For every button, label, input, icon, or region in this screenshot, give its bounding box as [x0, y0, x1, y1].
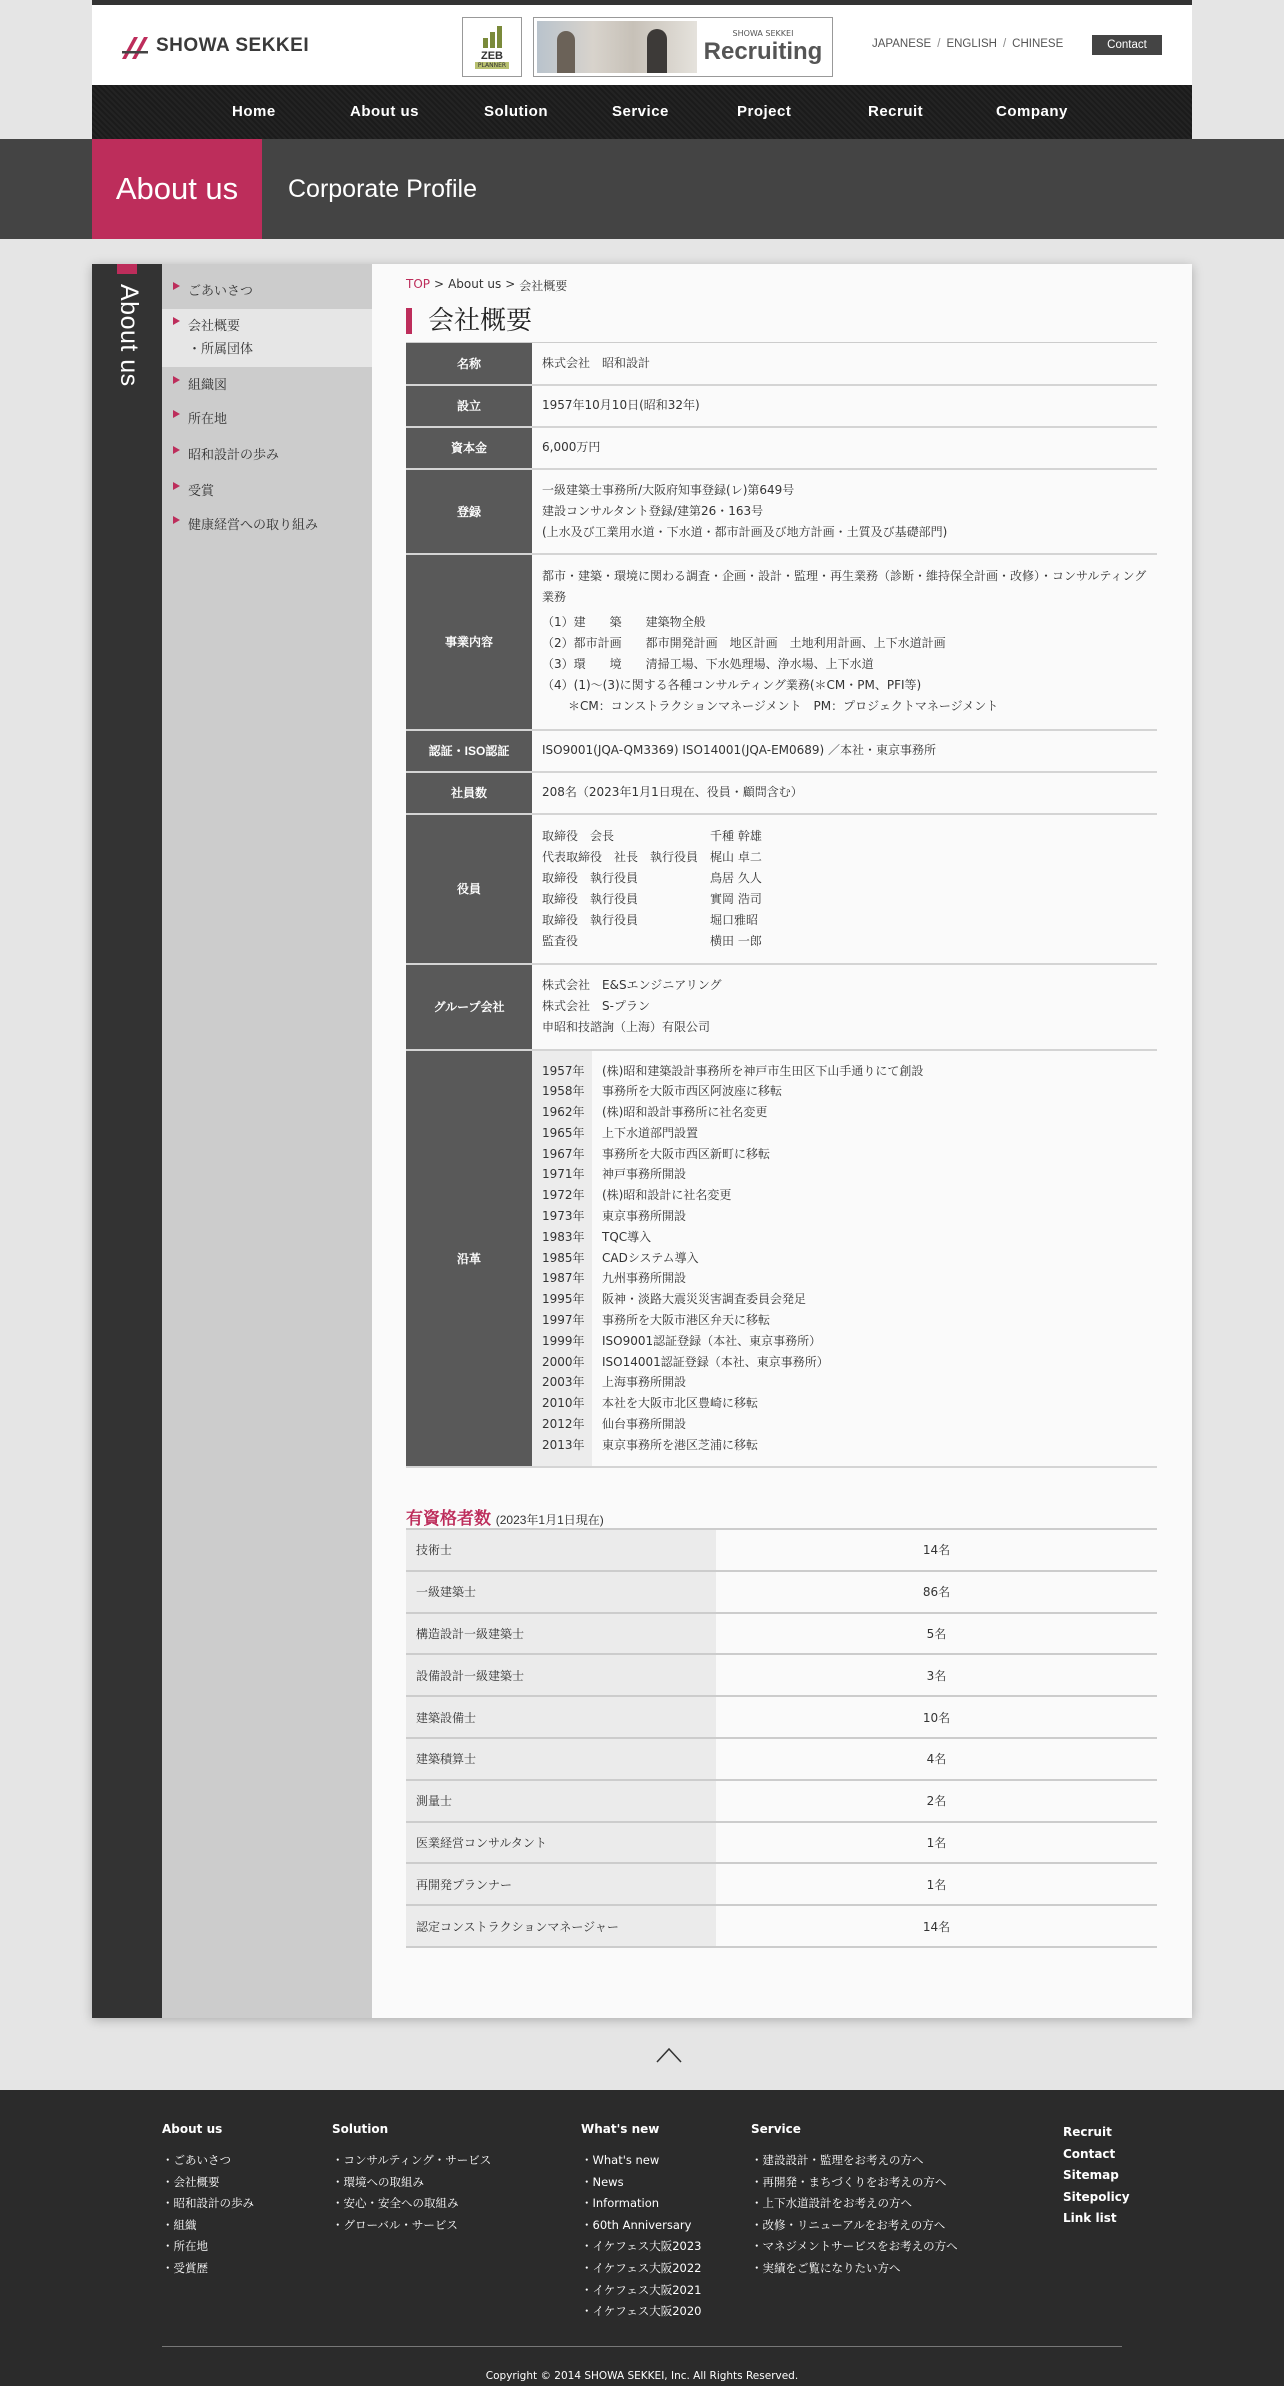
- history-year: 1962年: [532, 1102, 592, 1123]
- officer-row: [542, 931, 1147, 952]
- breadcrumb-about-link[interactable]: About us: [448, 277, 502, 291]
- history-event: 上下水道部門設置: [592, 1123, 1157, 1144]
- table-row: [406, 814, 1157, 964]
- footer-link[interactable]: ・昭和設計の歩み: [162, 2196, 254, 2211]
- table-row: [406, 385, 1157, 427]
- history-event: 事務所を大阪市西区阿波座に移転: [592, 1081, 1157, 1102]
- established-date: 1957年10月10日(昭和32年): [532, 385, 1157, 427]
- breadcrumb-current: 会社概要: [519, 279, 568, 293]
- history-year: 1957年: [532, 1061, 592, 1082]
- officer-title: 取締役 執行役員: [542, 870, 639, 885]
- logo-mark-icon: [120, 31, 150, 61]
- row-header: 登録: [406, 469, 532, 554]
- capital-value: 6,000万円: [532, 427, 1157, 469]
- history-year: 1971年: [532, 1164, 592, 1185]
- history-year: 2003年: [532, 1372, 592, 1393]
- footer-link[interactable]: Sitepolicy: [1063, 2189, 1130, 2204]
- zeb-bars-icon: [483, 26, 502, 48]
- footer-link[interactable]: Link list: [1063, 2211, 1117, 2226]
- qualification-row: [406, 1696, 1157, 1738]
- sidebar-item-location[interactable]: [162, 408, 372, 427]
- business-line: （4）(1)～(3)に関する各種コンサルティング業務(＊CM・PM、PFI等): [542, 678, 922, 692]
- officer-title: 取締役 執行役員: [542, 912, 639, 927]
- footer-divider: [162, 2346, 1122, 2347]
- vertical-bar-accent: [117, 264, 137, 274]
- sidebar-item-label: 所在地: [188, 412, 228, 427]
- qualification-name: 再開発プランナー: [406, 1863, 716, 1905]
- footer-link[interactable]: ・コンサルティング・サービス: [332, 2153, 492, 2167]
- qualification-name: 測量士: [406, 1780, 716, 1822]
- sidebar-item-label: 受賞: [188, 484, 215, 499]
- history-row: [532, 1227, 1157, 1248]
- recruiting-photo: [537, 21, 697, 73]
- lang-japanese-link[interactable]: JAPANESE: [872, 38, 932, 50]
- qualification-count: 10名: [716, 1696, 1157, 1738]
- officer-name: 鳥居 久人: [710, 870, 762, 885]
- logo-text: SHOWA SEKKEI: [156, 35, 310, 56]
- qualifications-title: [406, 1504, 604, 1529]
- back-to-top-button[interactable]: [654, 2045, 684, 2065]
- breadcrumb-separator: >: [505, 277, 516, 291]
- arrow-right-icon: [173, 317, 180, 325]
- copyright: Copyright © 2014 SHOWA SEKKEI, Inc. All Rights Reserved.: [485, 2370, 799, 2382]
- staff-count: 208名（2023年1月1日現在、役員・顧問含む）: [532, 772, 1157, 814]
- footer-link[interactable]: ・会社概要: [162, 2174, 220, 2189]
- officer-row: [542, 868, 1147, 889]
- page-hero: [0, 139, 1284, 239]
- history-row: [532, 1164, 1157, 1185]
- row-header: 役員: [406, 814, 532, 964]
- qualification-count: 3名: [716, 1654, 1157, 1696]
- row-header: 資本金: [406, 427, 532, 469]
- officer-name: 實岡 浩司: [710, 891, 762, 906]
- history-year: 1995年: [532, 1289, 592, 1310]
- sidebar-item-greeting[interactable]: [162, 280, 372, 299]
- sidebar-item-label: 健康経営への取り組み: [188, 518, 319, 533]
- contact-button[interactable]: Contact: [1092, 35, 1162, 55]
- business-intro: 都市・建築・環境に関わる調査・企画・設計・監理・再生業務（診断・維持保全計画・改修）・コンサルティング業務: [542, 569, 1147, 604]
- row-header: 社員数: [406, 772, 532, 814]
- page-title: 会社概要: [406, 308, 532, 334]
- officer-title: 代表取締役 社長 執行役員: [542, 849, 699, 864]
- officer-row: [542, 910, 1147, 931]
- business-cell: [532, 554, 1157, 730]
- history-row: [532, 1372, 1157, 1393]
- footer-link[interactable]: ・Information: [581, 2196, 660, 2211]
- footer-col-solution: [332, 2122, 491, 2236]
- officer-row: [542, 847, 1147, 868]
- table-row: [406, 554, 1157, 730]
- footer-link[interactable]: ・安心・安全への取組み: [332, 2196, 459, 2211]
- history-event: (株)昭和建築設計事務所を神戸市生田区下山手通りにて創設: [592, 1061, 1157, 1082]
- history-row: [532, 1310, 1157, 1331]
- history-event: ISO9001認証登録（本社、東京事務所）: [592, 1331, 1157, 1352]
- footer-link[interactable]: Sitemap: [1063, 2168, 1119, 2183]
- history-year: 1958年: [532, 1081, 592, 1102]
- history-event: 神戸事務所開設: [592, 1164, 1157, 1185]
- footer-link[interactable]: ・イケフェス大阪2022: [581, 2260, 702, 2275]
- iso-value: ISO9001(JQA-QM3369) ISO14001(JQA-EM0689) ／本社・東京事務所: [532, 730, 1157, 772]
- history-event: CADシステム導入: [592, 1248, 1157, 1269]
- breadcrumb-separator: >: [434, 277, 445, 291]
- history-year: 2010年: [532, 1393, 592, 1414]
- qualifications-table: [406, 1528, 1157, 1948]
- vertical-section-label: About us: [115, 284, 143, 387]
- history-row: [532, 1102, 1157, 1123]
- arrow-right-icon: [173, 482, 180, 490]
- footer-link[interactable]: ・実績をご覧になりたい方へ: [751, 2260, 901, 2275]
- footer-link[interactable]: Contact: [1063, 2146, 1116, 2161]
- group-company: 申昭和技諮詢（上海）有限公司: [542, 1020, 711, 1034]
- vertical-section-bar: [92, 264, 162, 2018]
- history-event: (株)昭和設計事務所に社名変更: [592, 1102, 1157, 1123]
- history-row: [532, 1144, 1157, 1165]
- sidebar: [162, 264, 372, 2018]
- footer-heading[interactable]: About us: [162, 2122, 223, 2136]
- business-note: ＊CM：コンストラクションマネージメント PM：プロジェクトマネージメント: [568, 699, 999, 713]
- qualification-row: [406, 1905, 1157, 1947]
- qualification-row: [406, 1571, 1157, 1613]
- recruiting-company: SHOWA SEKKEI: [732, 28, 794, 38]
- qualification-row: [406, 1654, 1157, 1696]
- table-row: [406, 343, 1157, 385]
- qualification-row: [406, 1863, 1157, 1905]
- arrow-right-icon: [173, 410, 180, 418]
- sidebar-subitem-organizations[interactable]: ・所属団体: [188, 342, 254, 357]
- history-row: [532, 1268, 1157, 1289]
- qualification-count: 1名: [716, 1822, 1157, 1864]
- history-event: 本社を大阪市北区豊崎に移転: [592, 1393, 1157, 1414]
- qualification-count: 5名: [716, 1613, 1157, 1655]
- lang-separator: /: [937, 38, 941, 50]
- qualification-count: 86名: [716, 1571, 1157, 1613]
- footer-link[interactable]: ・ごあいさつ: [162, 2153, 231, 2167]
- history-row: [532, 1248, 1157, 1269]
- breadcrumb-top-link[interactable]: TOP: [406, 277, 431, 291]
- history-event: 東京事務所開設: [592, 1206, 1157, 1227]
- history-event: 仙台事務所開設: [592, 1414, 1157, 1435]
- history-event: 上海事務所開設: [592, 1372, 1157, 1393]
- officer-title: 取締役 会長: [542, 828, 615, 843]
- history-table: [532, 1051, 1157, 1466]
- sidebar-item-company-overview[interactable]: [162, 309, 372, 367]
- qualification-name: 医業経営コンサルタント: [406, 1822, 716, 1864]
- history-event: 東京事務所を港区芝浦に移転: [592, 1435, 1157, 1456]
- qualification-row: [406, 1738, 1157, 1780]
- footer-link[interactable]: ・イケフェス大阪2023: [581, 2239, 702, 2254]
- footer-link[interactable]: ・建設設計・監理をお考えの方へ: [751, 2153, 924, 2167]
- officer-row: [542, 889, 1147, 910]
- officer-title: 取締役 執行役員: [542, 891, 639, 906]
- history-row: [532, 1061, 1157, 1082]
- language-switcher: [872, 38, 1063, 50]
- footer-link[interactable]: ・組織: [162, 2217, 197, 2232]
- arrow-right-icon: [173, 446, 180, 454]
- qualification-name: 技術士: [406, 1529, 716, 1571]
- sidebar-item-history[interactable]: [162, 444, 372, 463]
- qualification-name: 構造設計一級建築士: [406, 1613, 716, 1655]
- hero-title: About us: [92, 139, 262, 239]
- history-year: 1967年: [532, 1144, 592, 1165]
- content-container: [92, 264, 1192, 2018]
- history-event: 阪神・淡路大震災災害調査委員会発足: [592, 1289, 1157, 1310]
- profile-table: [406, 342, 1157, 1468]
- group-company: 株式会社 S-プラン: [542, 999, 650, 1013]
- history-year: 1965年: [532, 1123, 592, 1144]
- history-year: 1973年: [532, 1206, 592, 1227]
- history-event: 事務所を大阪市港区弁天に移転: [592, 1310, 1157, 1331]
- qualification-row: [406, 1822, 1157, 1864]
- qualification-row: [406, 1529, 1157, 1571]
- history-row: [532, 1435, 1157, 1456]
- history-row: [532, 1414, 1157, 1435]
- sidebar-item-label: 昭和設計の歩み: [188, 448, 280, 463]
- footer-link[interactable]: ・改修・リニューアルをお考えの方へ: [751, 2217, 946, 2232]
- qualification-row: [406, 1613, 1157, 1655]
- main-content: [372, 264, 1192, 2018]
- chevron-up-icon: [654, 2045, 684, 2065]
- hero-subtitle: Corporate Profile: [288, 175, 477, 203]
- qualification-row: [406, 1780, 1157, 1822]
- history-year: 1972年: [532, 1185, 592, 1206]
- history-row: [532, 1185, 1157, 1206]
- sidebar-item-awards[interactable]: [162, 480, 372, 499]
- footer-link[interactable]: ・所在地: [162, 2239, 208, 2254]
- history-event: 九州事務所開設: [592, 1268, 1157, 1289]
- arrow-right-icon: [173, 376, 180, 384]
- officer-title: 監査役: [542, 933, 579, 948]
- row-header: 事業内容: [406, 554, 532, 730]
- footer-link[interactable]: ・イケフェス大阪2021: [581, 2282, 702, 2297]
- history-event: 事務所を大阪市西区新町に移転: [592, 1144, 1157, 1165]
- footer-heading[interactable]: Service: [751, 2122, 801, 2136]
- sidebar-item-label: 組織図: [188, 378, 228, 393]
- qualification-count: 1名: [716, 1863, 1157, 1905]
- footer-col-about: [162, 2122, 254, 2280]
- nav-about[interactable]: About us: [350, 103, 419, 120]
- history-row: [532, 1123, 1157, 1144]
- history-row: [532, 1081, 1157, 1102]
- history-year: 2012年: [532, 1414, 592, 1435]
- history-event: TQC導入: [592, 1227, 1157, 1248]
- officer-row: [542, 826, 1147, 847]
- footer-heading[interactable]: Solution: [332, 2122, 389, 2136]
- history-year: 1987年: [532, 1268, 592, 1289]
- footer-link[interactable]: ・News: [581, 2174, 624, 2189]
- footer-link[interactable]: ・再開発・まちづくりをお考えの方へ: [751, 2174, 947, 2189]
- officer-name: 梶山 卓二: [710, 849, 762, 864]
- site-logo[interactable]: [120, 31, 309, 61]
- history-row: [532, 1393, 1157, 1414]
- qualifications-heading: 有資格者数: [406, 1509, 491, 1528]
- table-row: [406, 964, 1157, 1050]
- footer-link[interactable]: ・上下水道設計をお考えの方へ: [751, 2196, 912, 2211]
- footer-col-service: [751, 2122, 958, 2280]
- history-cell: [532, 1050, 1157, 1467]
- registration-line: 建設コンサルタント登録/建第26・163号: [542, 503, 764, 518]
- header: [92, 0, 1192, 85]
- history-year: 1983年: [532, 1227, 592, 1248]
- group-company: 株式会社 E&Sエンジニアリング: [542, 978, 722, 992]
- footer-link[interactable]: ・イケフェス大阪2020: [581, 2304, 702, 2319]
- zeb-planner-banner[interactable]: [462, 17, 522, 77]
- footer-col-misc: [1063, 2122, 1130, 2230]
- qualifications-note: (2023年1月1日現在): [495, 1513, 604, 1527]
- row-header: グループ会社: [406, 964, 532, 1050]
- table-row: [406, 730, 1157, 772]
- nav-company[interactable]: Company: [996, 103, 1068, 120]
- qualification-name: 建築設備士: [406, 1696, 716, 1738]
- business-line: （1）建 築 建築物全般: [542, 615, 706, 629]
- qualification-count: 2名: [716, 1780, 1157, 1822]
- row-header: 設立: [406, 385, 532, 427]
- footer-link[interactable]: ・What's new: [581, 2153, 660, 2167]
- table-row: [406, 1050, 1157, 1467]
- history-row: [532, 1331, 1157, 1352]
- registration-line: (上水及び工業用水道・下水道・都市計画及び地方計画・土質及び基礎部門): [542, 524, 948, 539]
- history-year: 1985年: [532, 1248, 592, 1269]
- history-row: [532, 1352, 1157, 1373]
- table-row: [406, 772, 1157, 814]
- table-row: [406, 469, 1157, 554]
- footer-link[interactable]: ・受賞歴: [162, 2260, 208, 2275]
- qualification-name: 設備設計一級建築士: [406, 1654, 716, 1696]
- lang-english-link[interactable]: ENGLISH: [946, 38, 997, 50]
- history-row: [532, 1289, 1157, 1310]
- qualification-count: 4名: [716, 1738, 1157, 1780]
- officer-name: 堀口雅昭: [710, 912, 759, 927]
- business-line: （3）環 境 清掃工場、下水処理場、浄水場、上下水道: [542, 657, 874, 671]
- history-event: ISO14001認証登録（本社、東京事務所）: [592, 1352, 1157, 1373]
- main-nav: [92, 85, 1192, 139]
- history-row: [532, 1206, 1157, 1227]
- registration-cell: [532, 469, 1157, 554]
- business-line: （2）都市計画 都市開発計画 地区計画 土地利用計画、上下水道計画: [542, 636, 946, 650]
- nav-project[interactable]: Project: [737, 103, 792, 120]
- sidebar-item-label: ごあいさつ: [188, 284, 254, 299]
- history-year: 2000年: [532, 1352, 592, 1373]
- qualification-name: 認定コンストラクションマネージャー: [406, 1905, 716, 1947]
- nav-solution[interactable]: Solution: [484, 103, 548, 120]
- officer-name: 千種 幹雄: [710, 828, 762, 843]
- footer-col-news: [581, 2122, 701, 2323]
- footer-link[interactable]: ・グローバル・サービス: [332, 2217, 458, 2232]
- arrow-right-icon: [173, 282, 180, 290]
- row-header: 認証・ISO認証: [406, 730, 532, 772]
- table-row: [406, 427, 1157, 469]
- sidebar-item-label: 会社概要: [188, 319, 241, 334]
- registration-line: 一級建築士事務所/大阪府知事登録(レ)第649号: [542, 482, 795, 497]
- row-header: 沿革: [406, 1050, 532, 1467]
- breadcrumb: [406, 277, 567, 294]
- officers-cell: [532, 814, 1157, 964]
- zeb-title: ZEB: [481, 49, 503, 62]
- footer-link[interactable]: ・環境への取組み: [332, 2174, 424, 2189]
- nav-service[interactable]: Service: [612, 103, 669, 120]
- sidebar-item-org-chart[interactable]: [162, 374, 372, 393]
- group-cell: [532, 964, 1157, 1050]
- nav-home[interactable]: Home: [232, 103, 276, 120]
- footer-link[interactable]: ・60th Anniversary: [581, 2217, 692, 2232]
- footer-link[interactable]: Recruit: [1063, 2125, 1112, 2139]
- history-year: 1999年: [532, 1331, 592, 1352]
- officer-name: 横田 一郎: [710, 933, 762, 948]
- sidebar-item-health-management[interactable]: [162, 514, 372, 533]
- company-name: 株式会社 昭和設計: [532, 343, 1157, 385]
- site-footer: [0, 2090, 1284, 2386]
- qualification-name: 建築積算士: [406, 1738, 716, 1780]
- nav-recruit[interactable]: Recruit: [868, 103, 924, 120]
- recruiting-banner[interactable]: [533, 17, 833, 77]
- history-year: 1997年: [532, 1310, 592, 1331]
- lang-separator: /: [1002, 38, 1007, 50]
- recruiting-label: Recruiting: [703, 37, 823, 65]
- row-header: 名称: [406, 343, 532, 385]
- qualification-count: 14名: [716, 1905, 1157, 1947]
- zeb-subtitle: PLANNER: [475, 62, 509, 69]
- lang-chinese-link[interactable]: CHINESE: [1012, 38, 1064, 50]
- footer-link[interactable]: ・マネジメントサービスをお考えの方へ: [751, 2239, 958, 2254]
- qualification-count: 14名: [716, 1529, 1157, 1571]
- footer-heading[interactable]: What's new: [581, 2122, 660, 2136]
- history-event: (株)昭和設計に社名変更: [592, 1185, 1157, 1206]
- qualification-name: 一級建築士: [406, 1571, 716, 1613]
- history-year: 2013年: [532, 1435, 592, 1456]
- arrow-right-icon: [173, 516, 180, 524]
